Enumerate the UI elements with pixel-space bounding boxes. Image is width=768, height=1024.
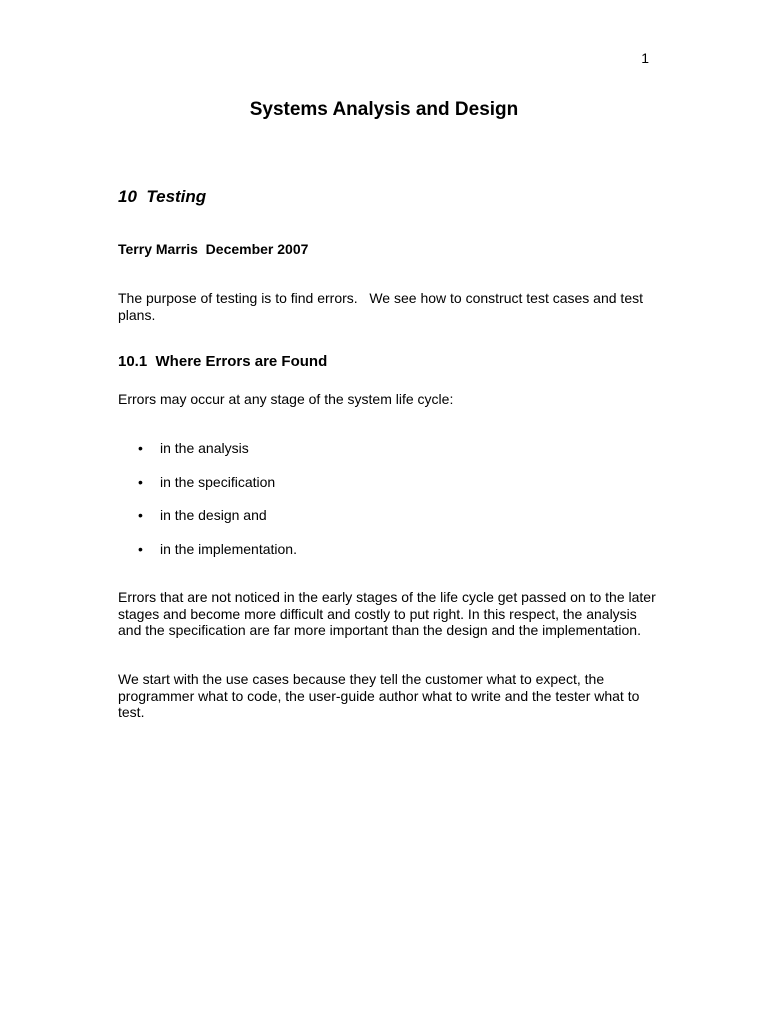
section-heading: 10.1 Where Errors are Found	[118, 353, 328, 370]
bullet-icon: •	[138, 540, 143, 557]
list-item	[118, 541, 297, 558]
bullet-icon: •	[138, 507, 143, 523]
list-item-text: in the analysis	[160, 440, 249, 456]
intro-paragraph: The purpose of testing is to find errors. We see how to construct test cases and test plans.	[118, 290, 647, 323]
document-title: Systems Analysis and Design	[249, 99, 519, 120]
list-item	[118, 474, 297, 491]
bullet-icon: •	[138, 440, 143, 456]
list-item-text: in the design and	[160, 507, 267, 523]
list-item-text: in the specification	[160, 473, 276, 490]
list-item	[118, 440, 297, 457]
author-date-line: Terry Marris December 2007	[118, 241, 309, 257]
list-item-text: in the implementation.	[160, 540, 297, 557]
use-cases-paragraph: We start with the use cases because they tell the customer what to expect, the programmer what to code, the user-guide author what to write and the tester what to test.	[118, 671, 640, 720]
bullet-icon: •	[138, 473, 143, 490]
chapter-heading: 10 Testing	[118, 187, 207, 206]
list-item	[118, 507, 297, 524]
page-number: 1	[641, 50, 649, 66]
errors-paragraph: Errors that are not noticed in the early stages of the life cycle get passed on to the later stages and become more difficult and costly to put right. In this respect, the analysis and the specification are far more important than the design and the implementation.	[118, 589, 656, 638]
section-intro-text: Errors may occur at any stage of the system life cycle:	[118, 391, 454, 407]
error-stage-list	[118, 440, 297, 574]
